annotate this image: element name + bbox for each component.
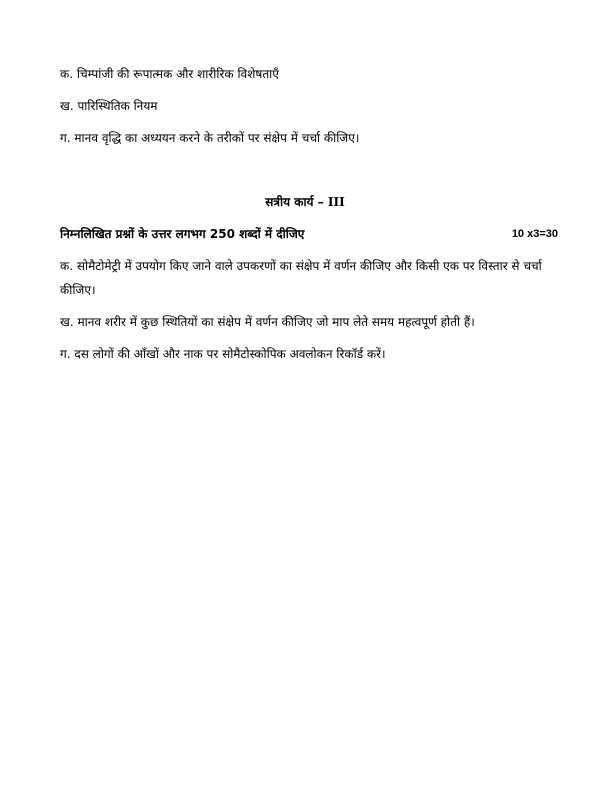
assignment-title-numeral: III <box>327 195 345 209</box>
assignment-title-text: सत्रीय कार्य – <box>265 195 324 209</box>
assignment-title <box>0 194 610 210</box>
marks-label: 10 x3=30 <box>511 228 558 240</box>
instruction-row <box>60 226 560 242</box>
instruction-text: निम्नलिखित प्रश्नों के उत्तर लगभग 250 शब्दों में दीजिए <box>60 227 305 241</box>
question-ka: क. सोमैटोमेट्री में उपयोग किए जाने वाले उपकरणों का संक्षेप में वर्णन कीजिए और किसी एक पर विस्तार से चर्चा कीजिए। <box>60 259 542 297</box>
prev-question-kha: ख. पारिस्थितिक नियम <box>60 99 158 113</box>
question-ga: ग. दस लोगों की आँखों और नाक पर सोमैटोस्कोपिक अवलोकन रिकॉर्ड करें। <box>60 347 386 361</box>
question-kha: ख. मानव शरीर में कुछ स्थितियों का संक्षेप में वर्णन कीजिए जो माप लेते समय महत्वपूर्ण होती हैं। <box>60 315 475 329</box>
prev-question-ga: ग. मानव वृद्धि का अध्ययन करने के तरीकों पर संक्षेप में चर्चा कीजिए। <box>60 131 360 145</box>
prev-question-ka: क. चिम्पांजी की रूपात्मक और शारीरिक विशेषताएँ <box>60 67 279 81</box>
